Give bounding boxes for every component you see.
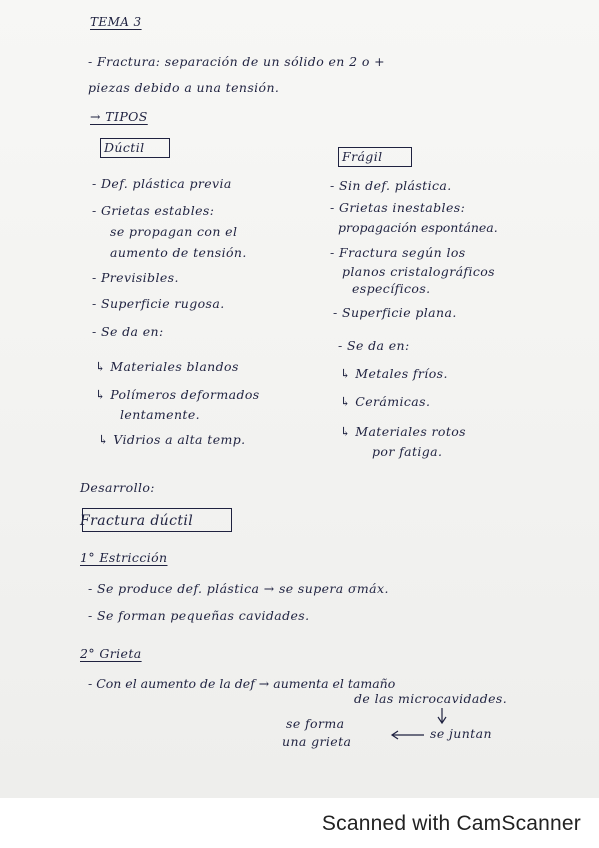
fragil-item: ↳ Materiales rotos bbox=[340, 424, 466, 439]
fragil-item: - Fractura según los bbox=[330, 245, 466, 260]
ductil-item: aumento de tensión. bbox=[110, 245, 247, 260]
ductil-item: ↳ Vidrios a alta temp. bbox=[98, 432, 246, 447]
grieta-juntan: se juntan bbox=[430, 726, 492, 741]
ductil-item: - Superficie rugosa. bbox=[92, 296, 225, 311]
grieta-line-1: - Con el aumento de la def → aumenta el tamaño bbox=[88, 676, 396, 691]
ductil-item: - Grietas estables: bbox=[92, 203, 215, 218]
fragil-label: Frágil bbox=[342, 149, 383, 164]
camscanner-footer: Scanned with CamScanner bbox=[321, 812, 581, 835]
ductil-item: lentamente. bbox=[120, 407, 201, 422]
ductil-item: - Def. plástica previa bbox=[92, 176, 232, 191]
intro-line-1: - Fractura: separación de un sólido en 2 o + bbox=[88, 54, 386, 69]
page-title: TEMA 3 bbox=[90, 15, 142, 29]
fragil-item: propagación espontánea. bbox=[338, 220, 498, 235]
grieta-forma-1: se forma bbox=[286, 716, 345, 731]
grieta-heading: 2° Grieta bbox=[80, 646, 142, 661]
fragil-item: - Sin def. plástica. bbox=[330, 178, 452, 193]
ductil-label: Dúctil bbox=[104, 140, 145, 155]
ductil-item: ↳ Materiales blandos bbox=[95, 359, 239, 374]
ductil-item: ↳ Polímeros deformados bbox=[95, 387, 260, 402]
fragil-item: - Se da en: bbox=[338, 338, 410, 353]
fragil-item: planos cristalográficos bbox=[342, 264, 495, 279]
fragil-item: - Superficie plana. bbox=[333, 305, 457, 320]
ductil-item: - Se da en: bbox=[92, 324, 164, 339]
grieta-forma-2: una grieta bbox=[282, 734, 352, 749]
estriccion-heading: 1° Estricción bbox=[80, 550, 168, 565]
fragil-item: ↳ Metales fríos. bbox=[340, 366, 448, 381]
grieta-line-2: de las microcavidades. bbox=[354, 691, 508, 706]
tipos-heading: → TIPOS bbox=[90, 109, 148, 124]
fractura-ductil-label: Fractura dúctil bbox=[80, 513, 194, 529]
fragil-item: ↳ Cerámicas. bbox=[340, 394, 431, 409]
estriccion-item: - Se produce def. plástica → se supera σmáx. bbox=[88, 581, 389, 596]
desarrollo-heading: Desarrollo: bbox=[80, 480, 155, 495]
ductil-item: se propagan con el bbox=[110, 224, 238, 239]
ductil-item: - Previsibles. bbox=[92, 270, 179, 285]
fragil-item: - Grietas inestables: bbox=[330, 200, 466, 215]
fragil-item: específicos. bbox=[352, 281, 431, 296]
estriccion-item: - Se forman pequeñas cavidades. bbox=[88, 608, 310, 623]
fragil-item: por fatiga. bbox=[372, 444, 443, 459]
intro-line-2: piezas debido a una tensión. bbox=[88, 80, 280, 95]
